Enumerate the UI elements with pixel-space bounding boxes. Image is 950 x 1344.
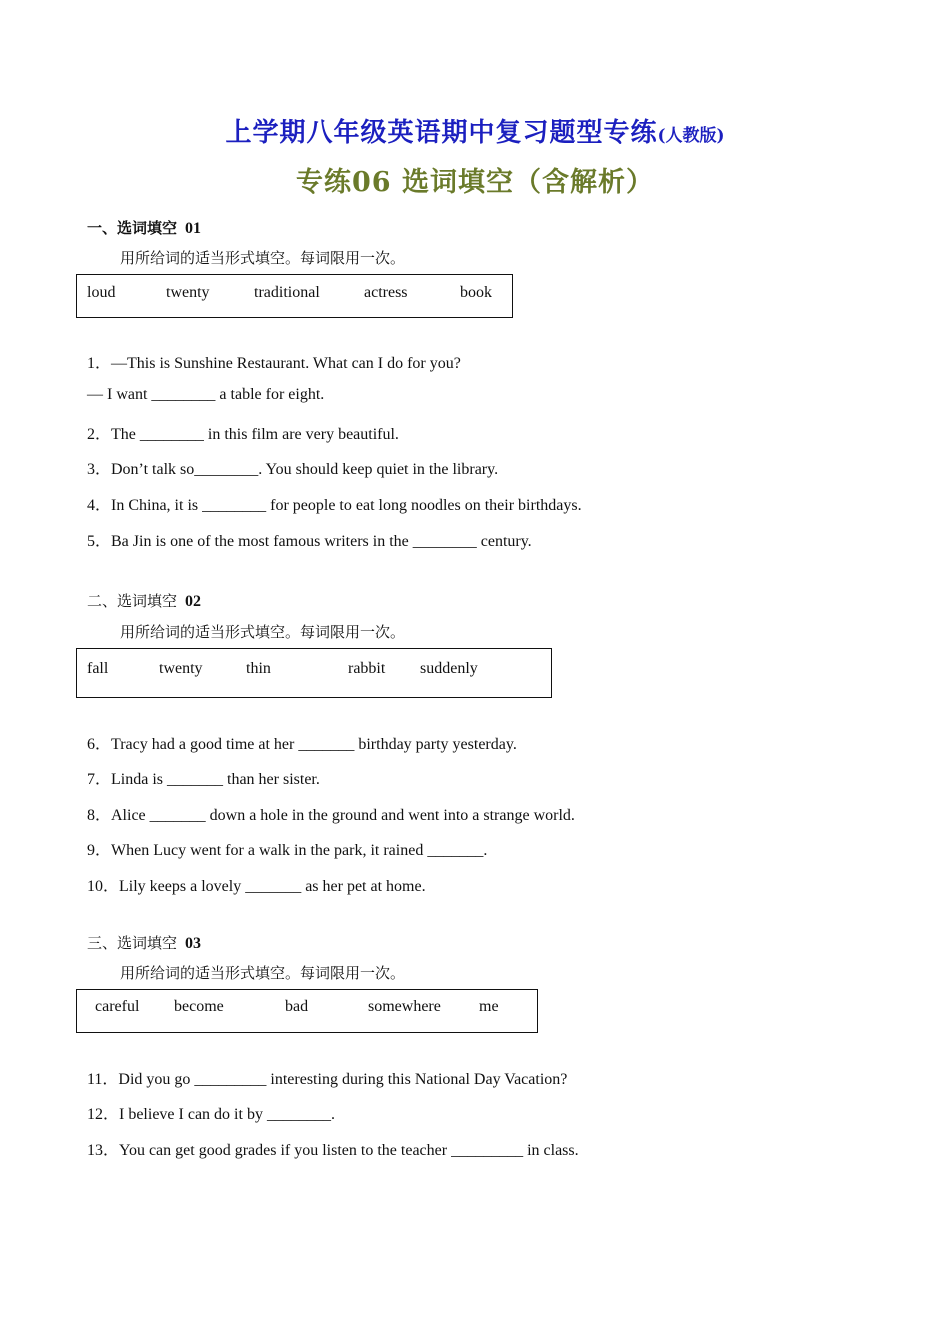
question-1: 1．—This is Sunshine Restaurant. What can I do for you?	[87, 355, 461, 372]
question-2: 2．The ________ in this film are very beautiful.	[87, 426, 399, 443]
section-3-heading	[87, 932, 201, 953]
question-3: 3．Don’t talk so________. You should keep quiet in the library.	[87, 461, 499, 478]
question-10: 10．Lily keeps a lovely _______ as her pet at home.	[87, 878, 426, 895]
question-1-answer-line: — I want ________ a table for eight.	[87, 386, 325, 403]
section-1-instruction: 用所给词的适当形式填空。每词限用一次。	[120, 249, 406, 267]
question-6: 6．Tracy had a good time at her _______ birthday party yesterday.	[87, 736, 517, 753]
section-3-instruction: 用所给词的适当形式填空。每词限用一次。	[120, 964, 406, 982]
word-bank-item: twenty	[166, 284, 210, 301]
page-title	[0, 112, 950, 149]
section-1-heading	[87, 217, 201, 238]
section-3-word-box	[76, 989, 538, 1033]
word-bank-item: thin	[246, 660, 271, 677]
question-8: 8．Alice _______ down a hole in the ground and went into a strange world.	[87, 807, 575, 824]
word-bank-item: me	[479, 998, 499, 1015]
page-subtitle: 专练06 选词填空（含解析）	[296, 167, 654, 198]
question-13: 13．You can get good grades if you listen to the teacher _________ in class.	[87, 1142, 579, 1159]
word-bank-item: somewhere	[368, 998, 441, 1015]
question-12: 12．I believe I can do it by ________.	[87, 1106, 335, 1123]
title-main: 上学期八年级英语期中复习题型专练	[225, 118, 658, 148]
section-number: 03	[185, 935, 202, 952]
word-bank-item: actress	[364, 284, 408, 301]
title-edition: (人教版)	[657, 126, 725, 146]
word-bank-item: suddenly	[420, 660, 478, 677]
section-heading-text: 二、选词填空	[87, 592, 178, 610]
question-4: 4．In China, it is ________ for people to eat long noodles on their birthdays.	[87, 497, 582, 514]
section-heading-text: 三、选词填空	[87, 934, 178, 952]
word-bank-item: traditional	[254, 284, 320, 301]
word-bank-item: fall	[87, 660, 109, 677]
word-bank-item: loud	[87, 284, 116, 301]
question-5: 5．Ba Jin is one of the most famous writers in the ________ century.	[87, 533, 532, 550]
question-9: 9．When Lucy went for a walk in the park, it rained _______.	[87, 842, 488, 859]
section-2-heading	[87, 590, 201, 611]
section-number: 02	[185, 593, 202, 610]
question-11: 11．Did you go _________ interesting during this National Day Vacation?	[87, 1071, 568, 1088]
section-number: 01	[185, 220, 202, 237]
section-heading-text: 一、选词填空	[87, 219, 178, 237]
word-bank-item: rabbit	[348, 660, 386, 677]
section-1-word-box	[76, 274, 513, 318]
section-2-word-box	[76, 648, 552, 698]
word-bank-item: twenty	[159, 660, 203, 677]
word-bank-item: careful	[95, 998, 140, 1015]
word-bank-item: become	[174, 998, 224, 1015]
question-7: 7．Linda is _______ than her sister.	[87, 771, 320, 788]
section-2-instruction: 用所给词的适当形式填空。每词限用一次。	[120, 623, 406, 641]
word-bank-item: bad	[285, 998, 309, 1015]
word-bank-item: book	[460, 284, 492, 301]
